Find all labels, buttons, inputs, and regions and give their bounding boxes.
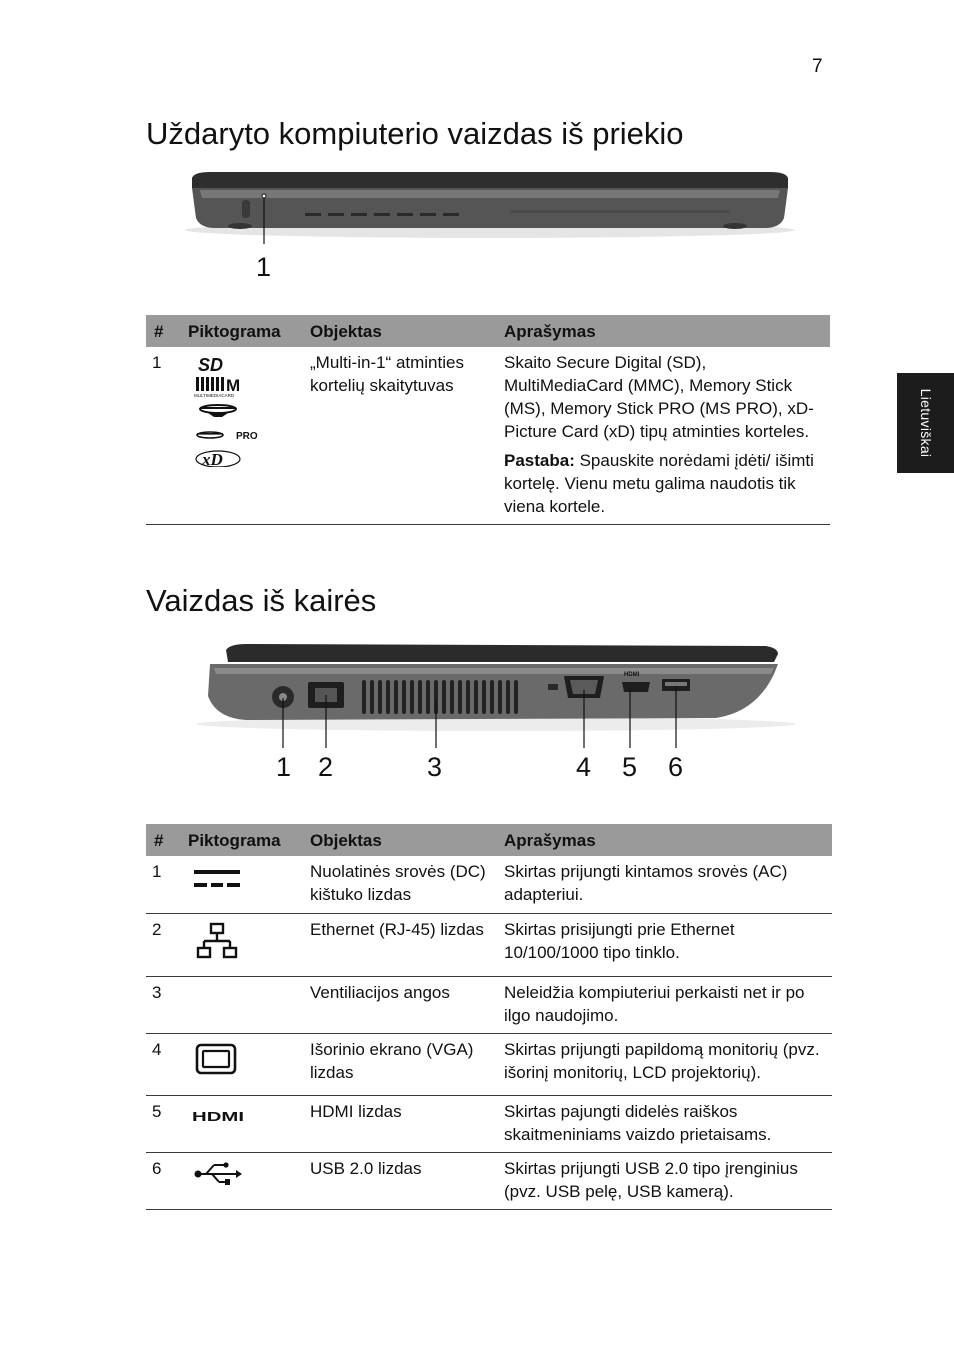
row-note	[504, 449, 826, 518]
row-description: Skirtas prijungti papildomą monitorių (pvz. išorinį monitorių, LCD projektorių).	[500, 1033, 832, 1095]
hdmi-icon	[190, 1102, 250, 1132]
table-row	[146, 1152, 832, 1209]
table-row	[146, 1033, 832, 1095]
row-object: „Multi-in-1“ atminties kortelių skaitytuvas	[306, 347, 500, 525]
table-row	[146, 976, 832, 1033]
row-object: Ethernet (RJ-45) lizdas	[306, 913, 500, 976]
row-object: HDMI lizdas	[306, 1095, 500, 1152]
svg-text:HDMI: HDMI	[624, 672, 640, 678]
column-header-object: Objektas	[306, 824, 500, 856]
row-description-cell	[500, 347, 830, 525]
row-number: 3	[146, 976, 184, 1033]
row-description: Skaito Secure Digital (SD), MultiMediaCard (MMC), Memory Stick (MS), Memory Stick PRO (MS PRO), xD-Picture Card (xD) tipų atminties korteles.	[504, 353, 814, 441]
note-text: Spauskite norėdami įdėti/ išimti kortelę. Vienu metu galima naudotis tik viena kortele.	[504, 451, 814, 516]
table-header-row	[146, 824, 832, 856]
row-description: Skirtas prisijungti prie Ethernet 10/100/1000 tipo tinklo.	[500, 913, 832, 976]
section-title-left: Vaizdas iš kairės	[146, 583, 377, 618]
column-header-number: #	[146, 824, 184, 856]
row-number: 5	[146, 1095, 184, 1152]
front-view-table	[146, 315, 830, 525]
table-header-row	[146, 315, 830, 347]
column-header-number: #	[146, 315, 184, 347]
laptop-left-illustration	[196, 640, 796, 758]
svg-text:HDMI: HDMI	[192, 1108, 244, 1124]
vga-monitor-icon	[194, 1042, 240, 1078]
callout-number: 4	[576, 752, 592, 782]
row-object: Išorinio ekrano (VGA) lizdas	[306, 1033, 500, 1095]
language-label: Lietuviškai	[917, 388, 934, 458]
column-header-icon: Piktograma	[184, 315, 306, 347]
laptop-front-illustration	[180, 168, 800, 248]
card-reader-logos-icon	[184, 347, 306, 525]
callout-number: 3	[427, 752, 443, 782]
row-number: 6	[146, 1152, 184, 1209]
row-object: Nuolatinės srovės (DC) kištuko lizdas	[306, 856, 500, 913]
callout-number: 2	[318, 752, 334, 782]
row-object: USB 2.0 lizdas	[306, 1152, 500, 1209]
row-number: 1	[146, 347, 184, 525]
column-header-object: Objektas	[306, 315, 500, 347]
callout-number: 1	[256, 252, 272, 282]
row-number: 2	[146, 913, 184, 976]
svg-text:M: M	[226, 376, 241, 395]
row-number: 4	[146, 1033, 184, 1095]
section-title-front: Uždaryto kompiuterio vaizdas iš priekio	[146, 116, 684, 151]
row-description: Skirtas prijungti kintamos srovės (AC) adapteriui.	[500, 856, 832, 913]
callout-number: 6	[668, 752, 684, 782]
row-description: Skirtas prijungti USB 2.0 tipo įrenginius (pvz. USB pelę, USB kamerą).	[500, 1152, 832, 1209]
svg-text:xD: xD	[202, 450, 223, 467]
column-header-description: Aprašymas	[500, 315, 830, 347]
column-header-icon: Piktograma	[184, 824, 306, 856]
left-view-table	[146, 824, 832, 1210]
row-description: Skirtas pajungti didelės raiškos skaitmeniniams vaizdo prietaisams.	[500, 1095, 832, 1152]
svg-text:PRO: PRO	[236, 431, 258, 442]
table-row	[146, 913, 832, 976]
callout-number: 5	[622, 752, 638, 782]
row-description: Neleidžia kompiuteriui perkaisti net ir po ilgo naudojimo.	[500, 976, 832, 1033]
svg-text:MULTIMEDIACARD: MULTIMEDIACARD	[194, 393, 235, 398]
language-side-tab	[897, 373, 954, 473]
row-number: 1	[146, 856, 184, 913]
dc-power-icon	[192, 866, 244, 896]
table-row	[146, 347, 830, 525]
row-icon-empty	[184, 976, 306, 1033]
column-header-description: Aprašymas	[500, 824, 832, 856]
row-object: Ventiliacijos angos	[306, 976, 500, 1033]
page-number: 7	[812, 56, 823, 77]
svg-text:SD: SD	[198, 355, 224, 375]
callout-number: 1	[276, 752, 292, 782]
ethernet-icon	[196, 922, 240, 962]
note-label: Pastaba:	[504, 451, 575, 470]
usb-icon	[192, 1159, 244, 1189]
table-row	[146, 856, 832, 913]
table-row	[146, 1095, 832, 1152]
